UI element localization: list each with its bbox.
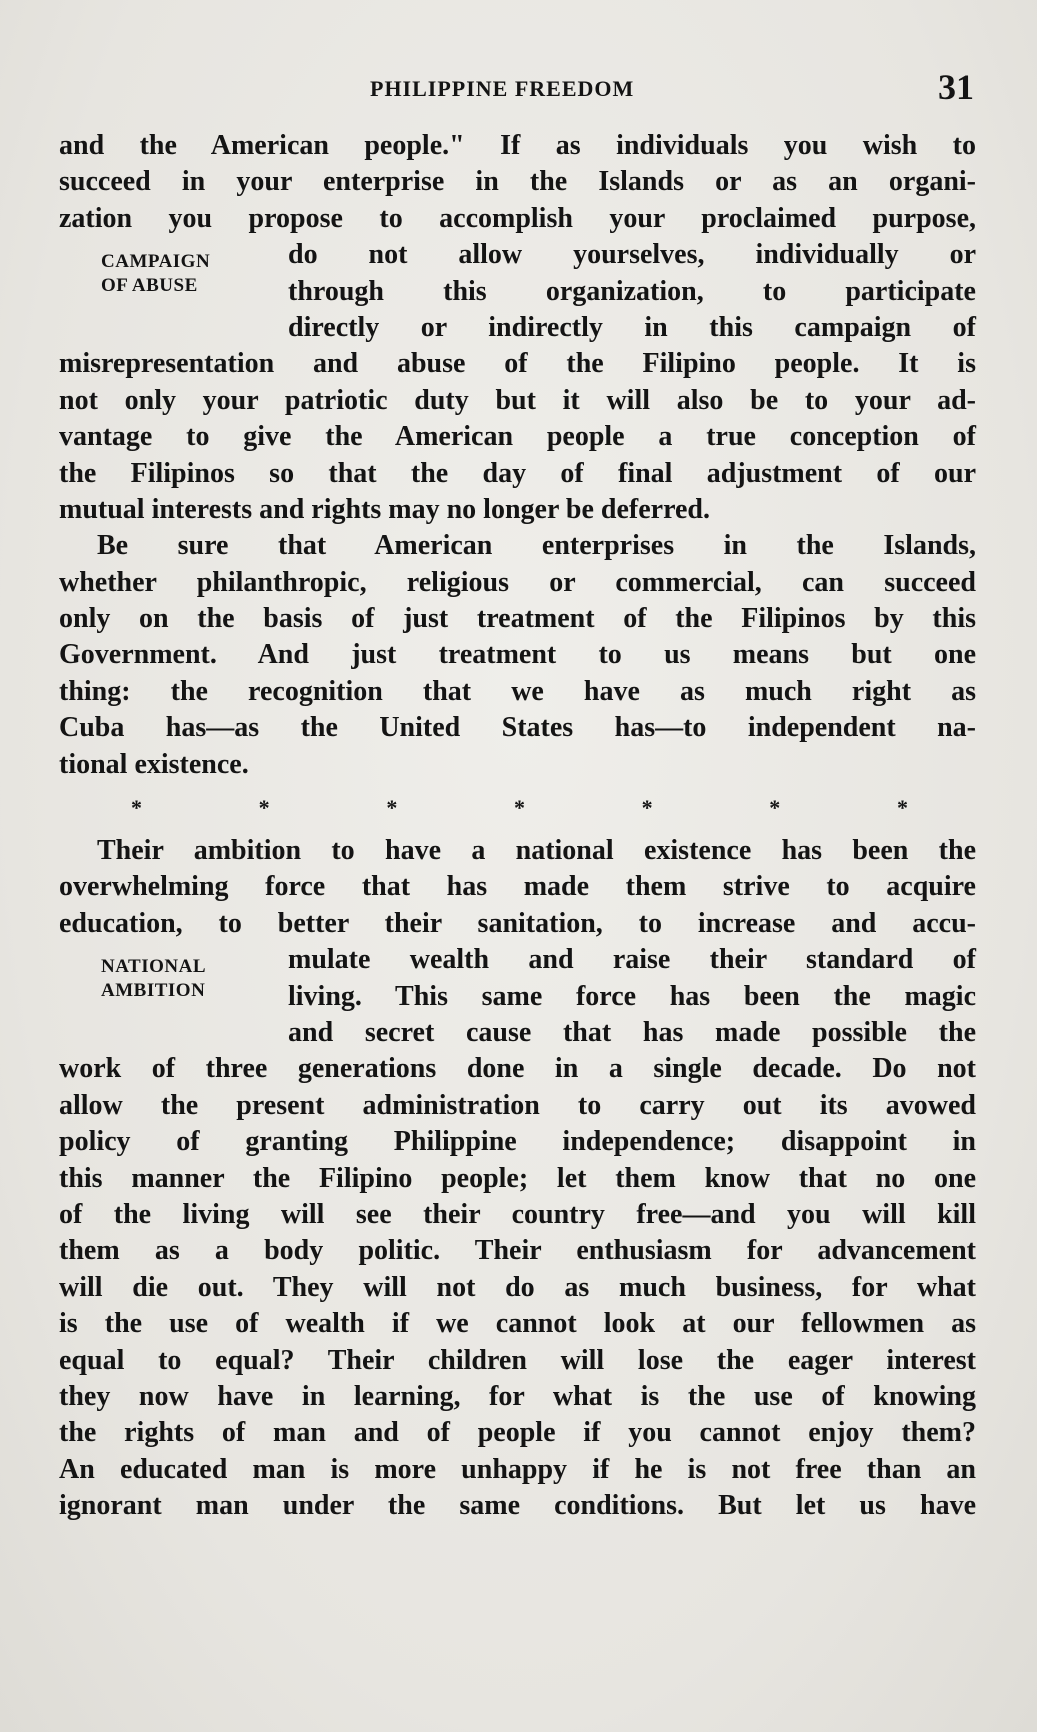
sidenote-national-ambition: [101, 955, 281, 1003]
star-glyph: *: [513, 794, 525, 820]
text-line: not only your patriotic duty but it will also be to your ad-: [59, 384, 976, 416]
text-line: mulate wealth and raise their standard of: [288, 944, 976, 976]
sidenote-block-campaign: [59, 237, 976, 346]
text-line: only on the basis of just treatment of the Filipinos by this: [59, 603, 976, 635]
text-line: Cuba has—as the United States has—to independent na-: [59, 712, 976, 744]
text-line: thing: the recognition that we have as much right as: [59, 675, 976, 707]
text-line: misrepresentation and abuse of the Filipino people. It is: [59, 348, 976, 380]
text-line: they now have in learning, for what is the use of knowing: [59, 1380, 976, 1412]
sidenote-line: OF ABUSE: [101, 275, 198, 297]
text-line: of the living will see their country free—and you will kill: [59, 1198, 976, 1230]
text-line: zation you propose to accomplish your proclaimed purpose,: [59, 202, 976, 234]
text-line: mutual interests and rights may no longer be deferred.: [59, 493, 710, 525]
section-break: [59, 783, 976, 833]
text-line: tional existence.: [59, 748, 249, 780]
text-line: allow the present administration to carry out its avowed: [59, 1089, 976, 1121]
text-line: equal to equal? Their children will lose the eager interest: [59, 1344, 976, 1376]
text-line: An educated man is more unhappy if he is not free than an: [59, 1453, 976, 1485]
text-line: education, to better their sanitation, to increase and accu-: [59, 907, 976, 939]
text-line: living. This same force has been the magic: [288, 980, 976, 1012]
star-glyph: *: [896, 794, 908, 820]
sidenote-line: AMBITION: [101, 980, 206, 1002]
running-head: PHILIPPINE FREEDOM: [370, 76, 635, 101]
text-line: work of three generations done in a single decade. Do not: [59, 1053, 976, 1085]
star-glyph: *: [258, 794, 270, 820]
text-line: Be sure that American enterprises in the Islands,: [97, 530, 976, 562]
text-line: is the use of wealth if we cannot look at our fellowmen as: [59, 1308, 976, 1340]
text-line: and the American people." If as individuals you wish to: [59, 130, 976, 161]
text-line: and secret cause that has made possible the: [288, 1016, 976, 1048]
page-header: [0, 68, 1037, 108]
text-line: overwhelming force that has made them strive to acquire: [59, 871, 976, 903]
text-line: the Filipinos so that the day of final adjustment of our: [59, 457, 976, 489]
star-glyph: *: [131, 794, 142, 820]
paragraph-1: [59, 128, 976, 528]
star-glyph: *: [641, 794, 653, 820]
text-line: ignorant man under the same conditions. But let us have: [59, 1490, 976, 1522]
paragraph-2: [59, 528, 976, 783]
text-line: vantage to give the American people a true conception of: [59, 421, 976, 453]
text-line: directly or indirectly in this campaign of: [288, 311, 976, 343]
sidenote-campaign-of-abuse: [101, 250, 281, 298]
text-line: them as a body politic. Their enthusiasm for advancement: [59, 1235, 976, 1267]
text-line: succeed in your enterprise in the Islands or as an organi-: [59, 166, 976, 198]
text-line: do not allow yourselves, individually or: [288, 239, 976, 271]
sidenote-line: NATIONAL: [101, 956, 206, 978]
text-line: this manner the Filipino people; let them know that no one: [59, 1162, 976, 1194]
paragraph-3: [59, 833, 976, 1524]
body-text: [59, 128, 976, 1524]
sidenote-line: CAMPAIGN: [101, 251, 211, 273]
text-line: through this organization, to participate: [288, 275, 976, 307]
text-line: whether philanthropic, religious or commercial, can succeed: [59, 566, 976, 598]
text-line: will die out. They will not do as much business, for what: [59, 1271, 976, 1303]
text-line: policy of granting Philippine independence; disappoint in: [59, 1126, 976, 1158]
sidenote-block-national: [59, 942, 976, 1051]
text-line: the rights of man and of people if you cannot enjoy them?: [59, 1417, 976, 1449]
page-number: 31: [938, 67, 974, 107]
text-line: Their ambition to have a national existence has been the: [97, 835, 976, 867]
text-line: Government. And just treatment to us means but one: [59, 639, 976, 671]
star-glyph: *: [769, 794, 781, 820]
star-glyph: *: [386, 794, 398, 820]
